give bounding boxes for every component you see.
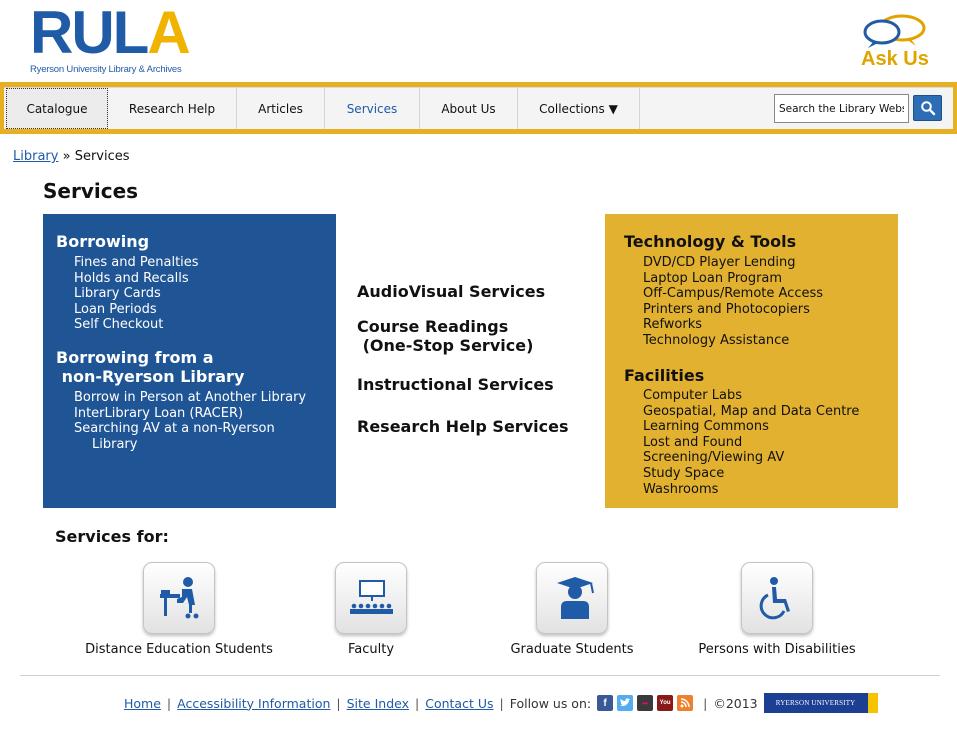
- non-ryerson-borrowing-heading[interactable]: Borrowing from a non-Ryerson Library: [56, 348, 245, 386]
- breadcrumb: [13, 149, 130, 164]
- nav-research-help[interactable]: Research Help: [108, 88, 237, 129]
- list-item[interactable]: Technology Assistance: [643, 332, 790, 348]
- borrowing-heading[interactable]: Borrowing: [56, 232, 150, 251]
- facebook-icon[interactable]: f: [597, 695, 613, 711]
- technology-tools-heading[interactable]: Technology & Tools: [624, 232, 797, 251]
- chat-bubbles-icon: [862, 14, 928, 52]
- footer-home-link[interactable]: Home: [124, 695, 161, 711]
- borrowing-list: [74, 255, 199, 333]
- youtube-icon[interactable]: You: [657, 695, 673, 711]
- library-search-input[interactable]: [774, 94, 909, 123]
- list-item[interactable]: Holds and Recalls: [74, 270, 189, 286]
- list-item[interactable]: Loan Periods: [74, 301, 157, 317]
- breadcrumb-library-link[interactable]: Library: [13, 149, 59, 164]
- list-item[interactable]: DVD/CD Player Lending: [643, 255, 796, 270]
- non-ryerson-list: [74, 390, 324, 452]
- graduate-students-link[interactable]: [508, 562, 636, 657]
- logo-subtitle: Ryerson University Library & Archives: [30, 64, 182, 75]
- course-readings-link[interactable]: Course Readings (One-Stop Service): [357, 317, 534, 355]
- list-item[interactable]: Refworks: [643, 317, 703, 333]
- nav-collections-dropdown[interactable]: Collections ▼: [518, 88, 640, 129]
- breadcrumb-separator: »: [58, 149, 75, 164]
- page-title: Services: [43, 179, 139, 203]
- rula-logo[interactable]: [30, 0, 189, 78]
- breadcrumb-current: Services: [74, 149, 130, 164]
- distance-education-link[interactable]: [85, 562, 273, 657]
- audiovisual-services-link[interactable]: AudioVisual Services: [357, 282, 546, 301]
- persons-with-disabilities-label: Persons with Disabilities: [698, 642, 856, 657]
- search-button[interactable]: [913, 95, 942, 121]
- nav-services[interactable]: Services: [325, 88, 420, 129]
- faculty-link[interactable]: [332, 562, 410, 657]
- faculty-label: Faculty: [347, 642, 395, 657]
- accessibility-icon: [741, 562, 813, 634]
- list-item[interactable]: Screening/Viewing AV: [643, 450, 785, 466]
- copyright: ©2013: [713, 695, 758, 711]
- list-item[interactable]: Self Checkout: [74, 317, 164, 333]
- ryerson-university-logo[interactable]: [764, 693, 878, 713]
- list-item[interactable]: Study Space: [643, 465, 725, 481]
- footer-site-index-link[interactable]: Site Index: [346, 695, 409, 711]
- list-item[interactable]: Computer Labs: [643, 388, 742, 403]
- facilities-list: [643, 388, 859, 497]
- list-item[interactable]: Fines and Penalties: [74, 255, 199, 270]
- graduate-students-label: Graduate Students: [510, 642, 634, 657]
- faculty-icon: [335, 562, 407, 634]
- follow-us-label: Follow us on:: [509, 695, 592, 711]
- services-for-heading: Services for:: [55, 527, 169, 546]
- distance-education-label: Distance Education Students: [85, 642, 273, 657]
- search-icon: [920, 100, 936, 116]
- ask-us-link[interactable]: [858, 14, 934, 72]
- list-item[interactable]: InterLibrary Loan (RACER): [74, 405, 244, 421]
- main-navbar: [0, 82, 957, 134]
- nav-inner: [4, 87, 953, 129]
- graduate-icon: [536, 562, 608, 634]
- ryerson-logo-text: RYERSON UNIVERSITY: [764, 693, 868, 713]
- research-help-services-link[interactable]: Research Help Services: [357, 417, 569, 436]
- distance-student-icon: [143, 562, 215, 634]
- footer-divider: [20, 675, 940, 676]
- ask-us-label: Ask Us: [861, 48, 929, 70]
- nav-menu: [6, 88, 640, 129]
- borrowing-panel: [43, 214, 336, 508]
- persons-with-disabilities-link[interactable]: [695, 562, 859, 657]
- instructional-services-link[interactable]: Instructional Services: [357, 375, 554, 394]
- list-item[interactable]: Washrooms: [643, 481, 719, 497]
- technology-list: [643, 255, 823, 349]
- logo-wordmark: RULA: [30, 0, 189, 66]
- list-item[interactable]: Printers and Photocopiers: [643, 301, 810, 317]
- technology-facilities-panel: [605, 214, 898, 508]
- list-item[interactable]: Laptop Loan Program: [643, 270, 783, 286]
- list-item[interactable]: Searching AV at a non-Ryerson Library: [74, 421, 275, 452]
- facilities-heading[interactable]: Facilities: [624, 366, 705, 385]
- footer-accessibility-link[interactable]: Accessibility Information: [177, 695, 331, 711]
- list-item[interactable]: Lost and Found: [643, 434, 743, 450]
- twitter-icon[interactable]: [617, 695, 633, 711]
- footer-contact-link[interactable]: Contact Us: [425, 695, 494, 711]
- list-item[interactable]: Library Cards: [74, 286, 161, 302]
- flickr-icon[interactable]: ••: [637, 695, 653, 711]
- list-item[interactable]: Borrow in Person at Another Library: [74, 390, 307, 405]
- footer: Home | Accessibility Information | Site Index | Contact Us | Follow us on: f •• You | ©2013 RYERSON UNIVERSITY: [124, 692, 878, 714]
- rss-icon[interactable]: [677, 695, 693, 711]
- nav-articles[interactable]: Articles: [237, 88, 325, 129]
- nav-catalogue[interactable]: Catalogue: [6, 88, 108, 129]
- nav-about-us[interactable]: About Us: [420, 88, 518, 129]
- list-item[interactable]: Off-Campus/Remote Access: [643, 286, 824, 302]
- list-item[interactable]: Geospatial, Map and Data Centre: [643, 403, 860, 419]
- list-item[interactable]: Learning Commons: [643, 419, 769, 435]
